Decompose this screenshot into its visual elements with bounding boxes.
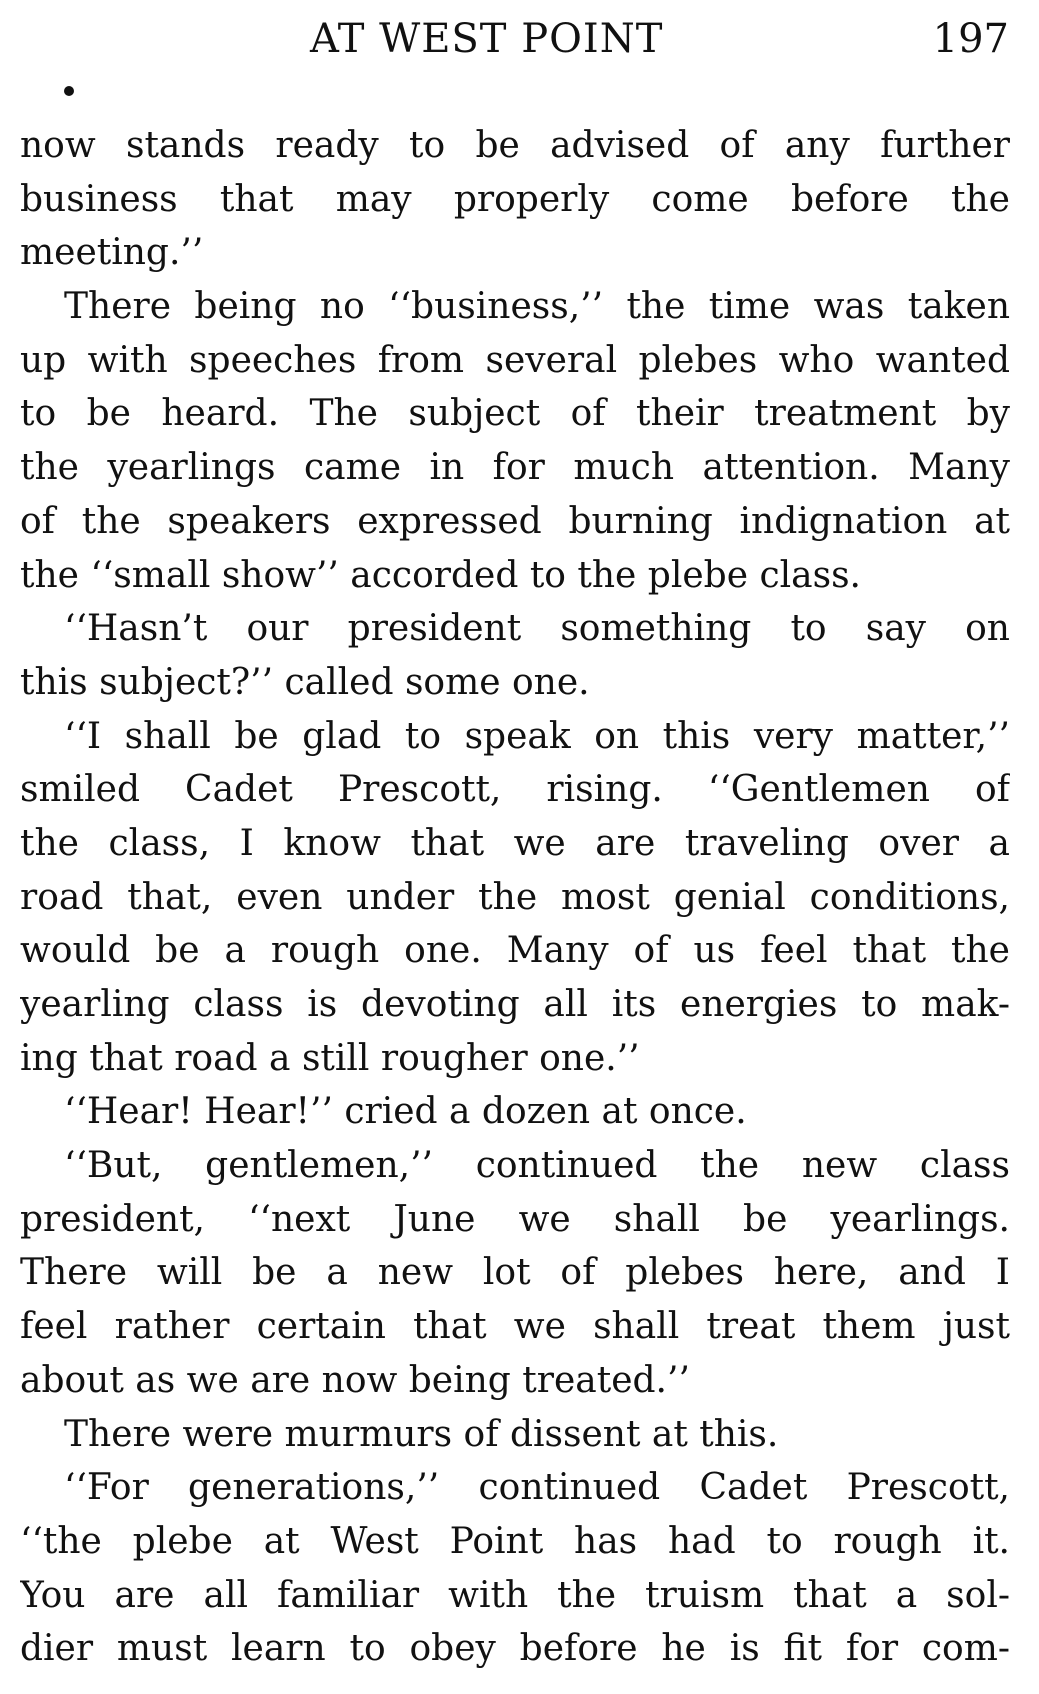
text-line: ing that road a still rougher one.’’ — [20, 1037, 640, 1079]
text-line: You are all familiar with the truism that a sol- — [20, 1574, 1010, 1616]
text-line: ‘‘Hasn’t our president something to say on — [64, 608, 1010, 650]
text-line: feel rather certain that we shall treat them just — [20, 1306, 1010, 1348]
text-line: yearling class is devoting all its energies to mak- — [20, 984, 1010, 1025]
text-line: dier must learn to obey before he is fit for com- — [20, 1628, 1010, 1670]
text-line: the yearlings came in for much attention. Many — [20, 447, 1010, 489]
text-line: There will be a new lot of plebes here, and I — [20, 1252, 1010, 1294]
text-line: the ‘‘small show’’ accorded to the plebe class. — [20, 554, 861, 596]
text-line: about as we are now being treated.’’ — [20, 1359, 690, 1401]
text-line: meeting.’’ — [20, 232, 204, 274]
text-line: to be heard. The subject of their treatment by — [20, 393, 1010, 435]
text-line: this subject?’’ called some one. — [20, 661, 590, 703]
text-line: of the speakers expressed burning indignation at — [20, 500, 1010, 542]
text-line: now stands ready to be advised of any further — [20, 125, 1010, 166]
text-line: president, ‘‘next June we shall be yearlings. — [20, 1198, 1010, 1240]
ink-speck — [64, 86, 74, 96]
page-header — [0, 8, 1039, 68]
text-line: up with speeches from several plebes who wanted — [20, 339, 1010, 381]
text-line: business that may properly come before the — [20, 178, 1010, 220]
text-line: There were murmurs of dissent at this. — [64, 1413, 779, 1455]
text-line: ‘‘But, gentlemen,’’ continued the new class — [64, 1145, 1010, 1187]
text-line: smiled Cadet Prescott, rising. ‘‘Gentlemen of — [20, 769, 1010, 811]
text-line: ‘‘the plebe at West Point has had to rough it. — [20, 1520, 1010, 1562]
text-line: would be a rough one. Many of us feel that the — [20, 930, 1010, 972]
text-line: ‘‘Hear! Hear!’’ cried a dozen at once. — [64, 1091, 747, 1133]
text-line: the class, I know that we are traveling over a — [20, 822, 1010, 864]
text-line: road that, even under the most genial conditions, — [20, 876, 1010, 918]
page-number: 197 — [932, 16, 1009, 62]
text-line: ‘‘I shall be glad to speak on this very matter,’’ — [64, 715, 1010, 757]
body-text — [20, 119, 1010, 1676]
text-line: ‘‘For generations,’’ continued Cadet Prescott, — [64, 1467, 1010, 1509]
running-head: AT WEST POINT — [310, 16, 664, 62]
text-line: There being no ‘‘business,’’ the time was taken — [64, 286, 1010, 328]
